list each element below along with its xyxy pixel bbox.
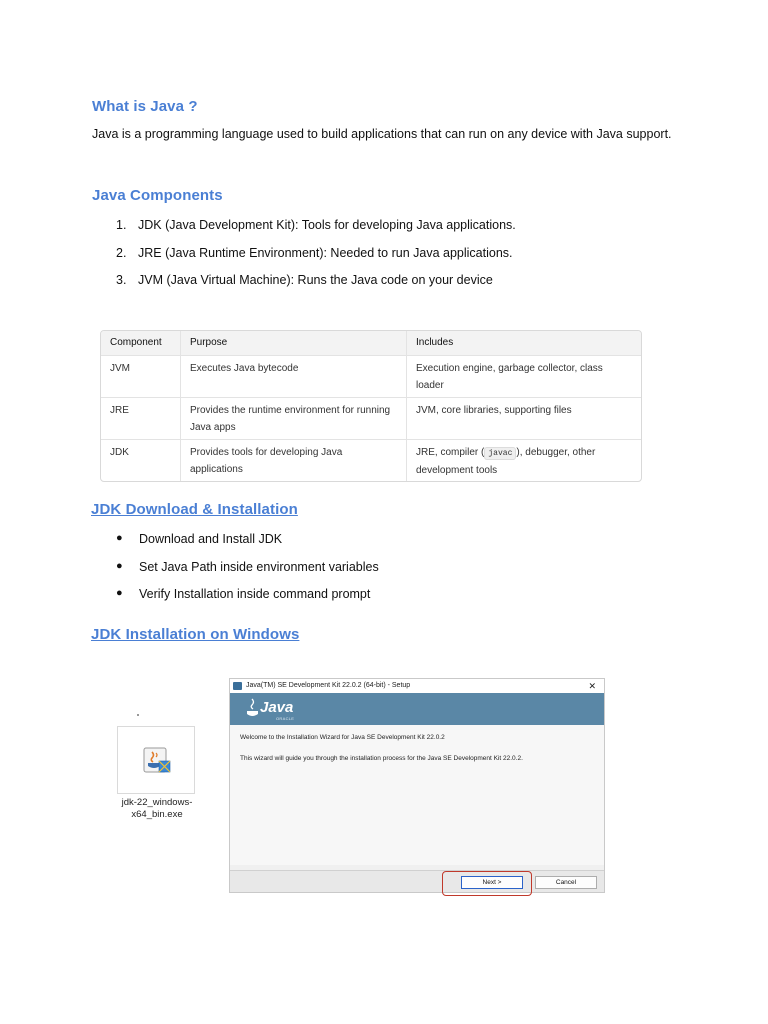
list-text: Set Java Path inside environment variables — [139, 559, 379, 574]
list-text: Download and Install JDK — [139, 532, 283, 546]
oracle-brand: ORACLE — [276, 716, 295, 721]
heading-java-components: Java Components — [92, 187, 223, 204]
list-item — [116, 273, 516, 301]
list-text: JDK (Java Development Kit): Tools for developing Java applications. — [138, 218, 516, 232]
table-cell: Provides tools for developing Java applications — [180, 440, 406, 481]
filename-line: jdk-22_windows- — [121, 797, 193, 808]
table-cell: Execution engine, garbage collector, class loader — [406, 356, 641, 397]
list-item — [116, 532, 379, 560]
next-button-highlight — [442, 871, 532, 896]
table-cell: JDK — [110, 447, 129, 458]
bullet-icon: ● — [116, 587, 123, 599]
table-cell: Provides the runtime environment for running Java apps — [180, 398, 406, 439]
installer-filename — [110, 797, 204, 821]
table-header-cell: Component — [110, 337, 162, 348]
table-cell-text: ), debugger, other development tools — [416, 447, 596, 476]
intro-paragraph: Java is a programming language used to build applications that can run on any device with Java support. — [92, 127, 672, 141]
close-icon[interactable]: ✕ — [588, 681, 596, 691]
java-installer-icon — [140, 746, 174, 776]
cancel-button[interactable]: Cancel — [535, 876, 597, 889]
wizard-description: This wizard will guide you through the installation process for the Java SE Development Kit 22.0.2. — [240, 755, 523, 762]
components-list — [116, 218, 516, 301]
setup-wizard-window — [229, 678, 605, 893]
table-row — [101, 439, 641, 481]
list-number: 1. — [116, 218, 127, 232]
bullet-icon: ● — [116, 532, 123, 544]
table-cell — [406, 440, 641, 481]
list-item — [116, 560, 379, 588]
wizard-body — [230, 725, 604, 865]
list-text: Verify Installation inside command prompt — [139, 587, 371, 601]
list-item — [116, 587, 379, 615]
list-text: JVM (Java Virtual Machine): Runs the Java code on your device — [138, 273, 493, 287]
wizard-title-bar — [230, 679, 604, 693]
wizard-welcome-text: Welcome to the Installation Wizard for Java SE Development Kit 22.0.2 — [240, 734, 445, 741]
bullet-icon: ● — [116, 559, 123, 572]
next-button[interactable]: Next > — [461, 876, 523, 889]
wizard-title: Java(TM) SE Development Kit 22.0.2 (64-bit) - Setup — [246, 682, 411, 689]
table-row — [101, 397, 641, 439]
filename-line: x64_bin.exe — [131, 809, 183, 820]
decoration-dot — [137, 714, 139, 716]
java-brand: Java — [260, 699, 294, 716]
download-steps-list — [116, 532, 379, 615]
heading-what-is-java: What is Java ? — [92, 98, 198, 115]
wizard-footer — [230, 870, 604, 892]
list-item — [116, 218, 516, 246]
list-number: 3. — [116, 273, 127, 287]
table-header-row — [101, 331, 641, 355]
list-item — [116, 246, 516, 274]
wizard-banner — [230, 693, 604, 725]
installer-file[interactable] — [117, 726, 195, 794]
heading-jdk-download: JDK Download & Installation — [91, 501, 298, 518]
inline-code: javac — [484, 447, 516, 460]
table-cell: JVM — [110, 363, 130, 374]
java-app-icon — [233, 682, 242, 690]
table-header-cell: Includes — [406, 331, 641, 355]
table-row — [101, 355, 641, 397]
components-table — [100, 330, 642, 482]
table-cell: JRE — [110, 405, 129, 416]
java-cup-icon — [246, 698, 260, 720]
table-cell-text: JRE, compiler ( — [416, 447, 485, 458]
heading-jdk-windows: JDK Installation on Windows — [91, 626, 300, 643]
table-cell: Executes Java bytecode — [180, 356, 406, 397]
list-text: JRE (Java Runtime Environment): Needed to run Java applications. — [138, 245, 513, 260]
table-header-cell: Purpose — [180, 331, 406, 355]
table-cell: JVM, core libraries, supporting files — [406, 398, 641, 439]
list-number: 2. — [116, 245, 127, 260]
